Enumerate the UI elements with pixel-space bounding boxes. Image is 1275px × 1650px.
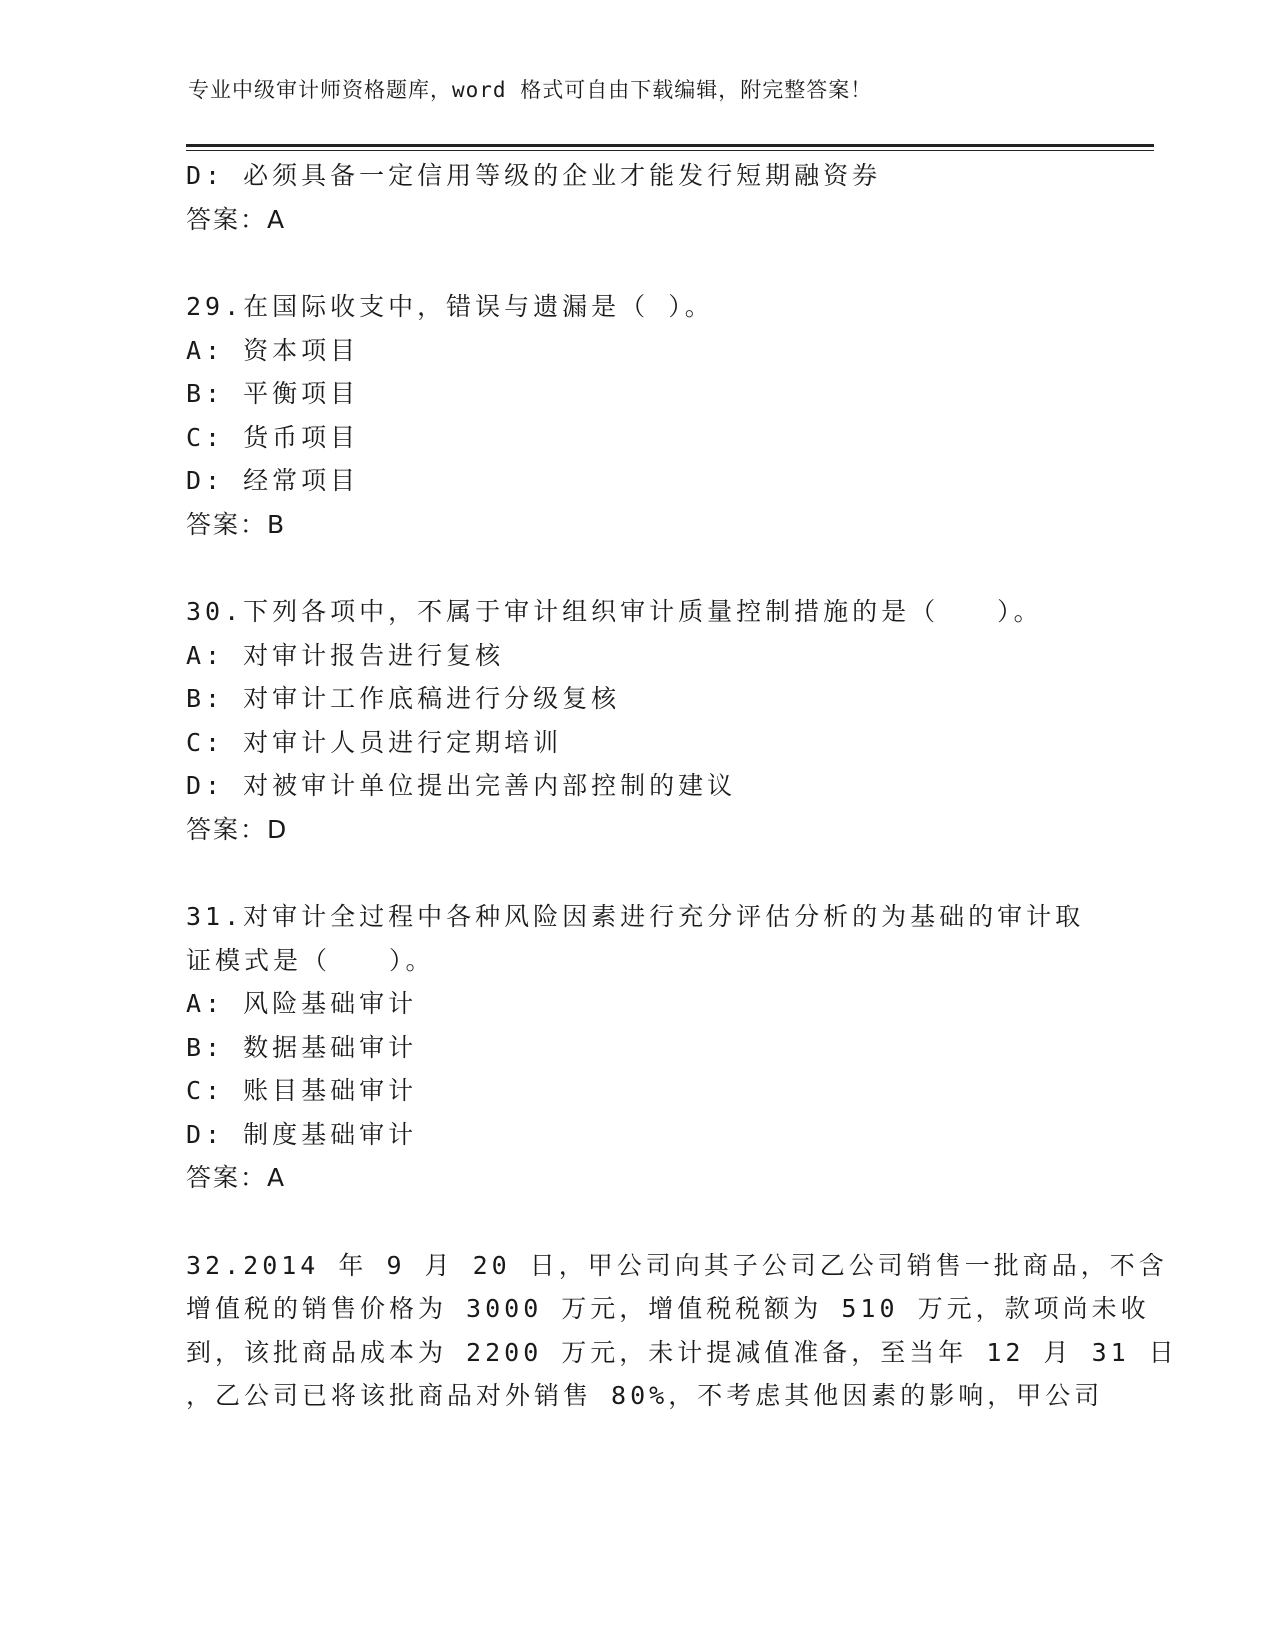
- q31-question-line2: 证模式是（ ）。: [186, 946, 435, 975]
- q31-option-d: D: 制度基础审计: [186, 1120, 418, 1149]
- q32-question-line3: 到，该批商品成本为 2200 万元，未计提减值准备，至当年 12 月 31 日: [186, 1338, 1178, 1367]
- q31-option-c: C: 账目基础审计: [186, 1076, 418, 1105]
- q31-answer: 答案：A: [186, 1163, 287, 1192]
- q29-answer: 答案：B: [186, 510, 287, 539]
- q29-question: 29.在国际收支中，错误与遗漏是（ ）。: [186, 292, 714, 321]
- q28-option-d: D: 必须具备一定信用等级的企业才能发行短期融资券: [186, 161, 882, 190]
- q32-question-line1: 32.2014 年 9 月 20 日，甲公司向其子公司乙公司销售一批商品，不含: [186, 1251, 1168, 1280]
- page-header: 专业中级审计师资格题库，word 格式可自由下载编辑，附完整答案！: [188, 78, 873, 102]
- q29-option-b: B: 平衡项目: [186, 379, 360, 408]
- q32-question-line2: 增值税的销售价格为 3000 万元，增值税税额为 510 万元，款项尚未收: [186, 1294, 1150, 1323]
- q30-answer: 答案：D: [186, 815, 289, 844]
- q30-option-b: B: 对审计工作底稿进行分级复核: [186, 684, 621, 713]
- q31-question-line1: 31.对审计全过程中各种风险因素进行充分评估分析的为基础的审计取: [186, 902, 1085, 931]
- q28-answer: 答案：A: [186, 205, 287, 234]
- q30-question: 30.下列各项中，不属于审计组织审计质量控制措施的是（ ）。: [186, 597, 1043, 626]
- q29-option-d: D: 经常项目: [186, 466, 360, 495]
- q29-option-a: A: 资本项目: [186, 336, 360, 365]
- q30-option-c: C: 对审计人员进行定期培训: [186, 728, 563, 757]
- q31-option-b: B: 数据基础审计: [186, 1033, 418, 1062]
- q31-option-a: A: 风险基础审计: [186, 989, 418, 1018]
- q30-option-d: D: 对被审计单位提出完善内部控制的建议: [186, 771, 737, 800]
- header-rule-thin: [186, 150, 1154, 151]
- header-rule-thick: [186, 144, 1154, 147]
- q29-option-c: C: 货币项目: [186, 423, 360, 452]
- q32-question-line4: ，乙公司已将该批商品对外销售 80%，不考虑其他因素的影响，甲公司: [186, 1381, 1104, 1410]
- q30-option-a: A: 对审计报告进行复核: [186, 641, 505, 670]
